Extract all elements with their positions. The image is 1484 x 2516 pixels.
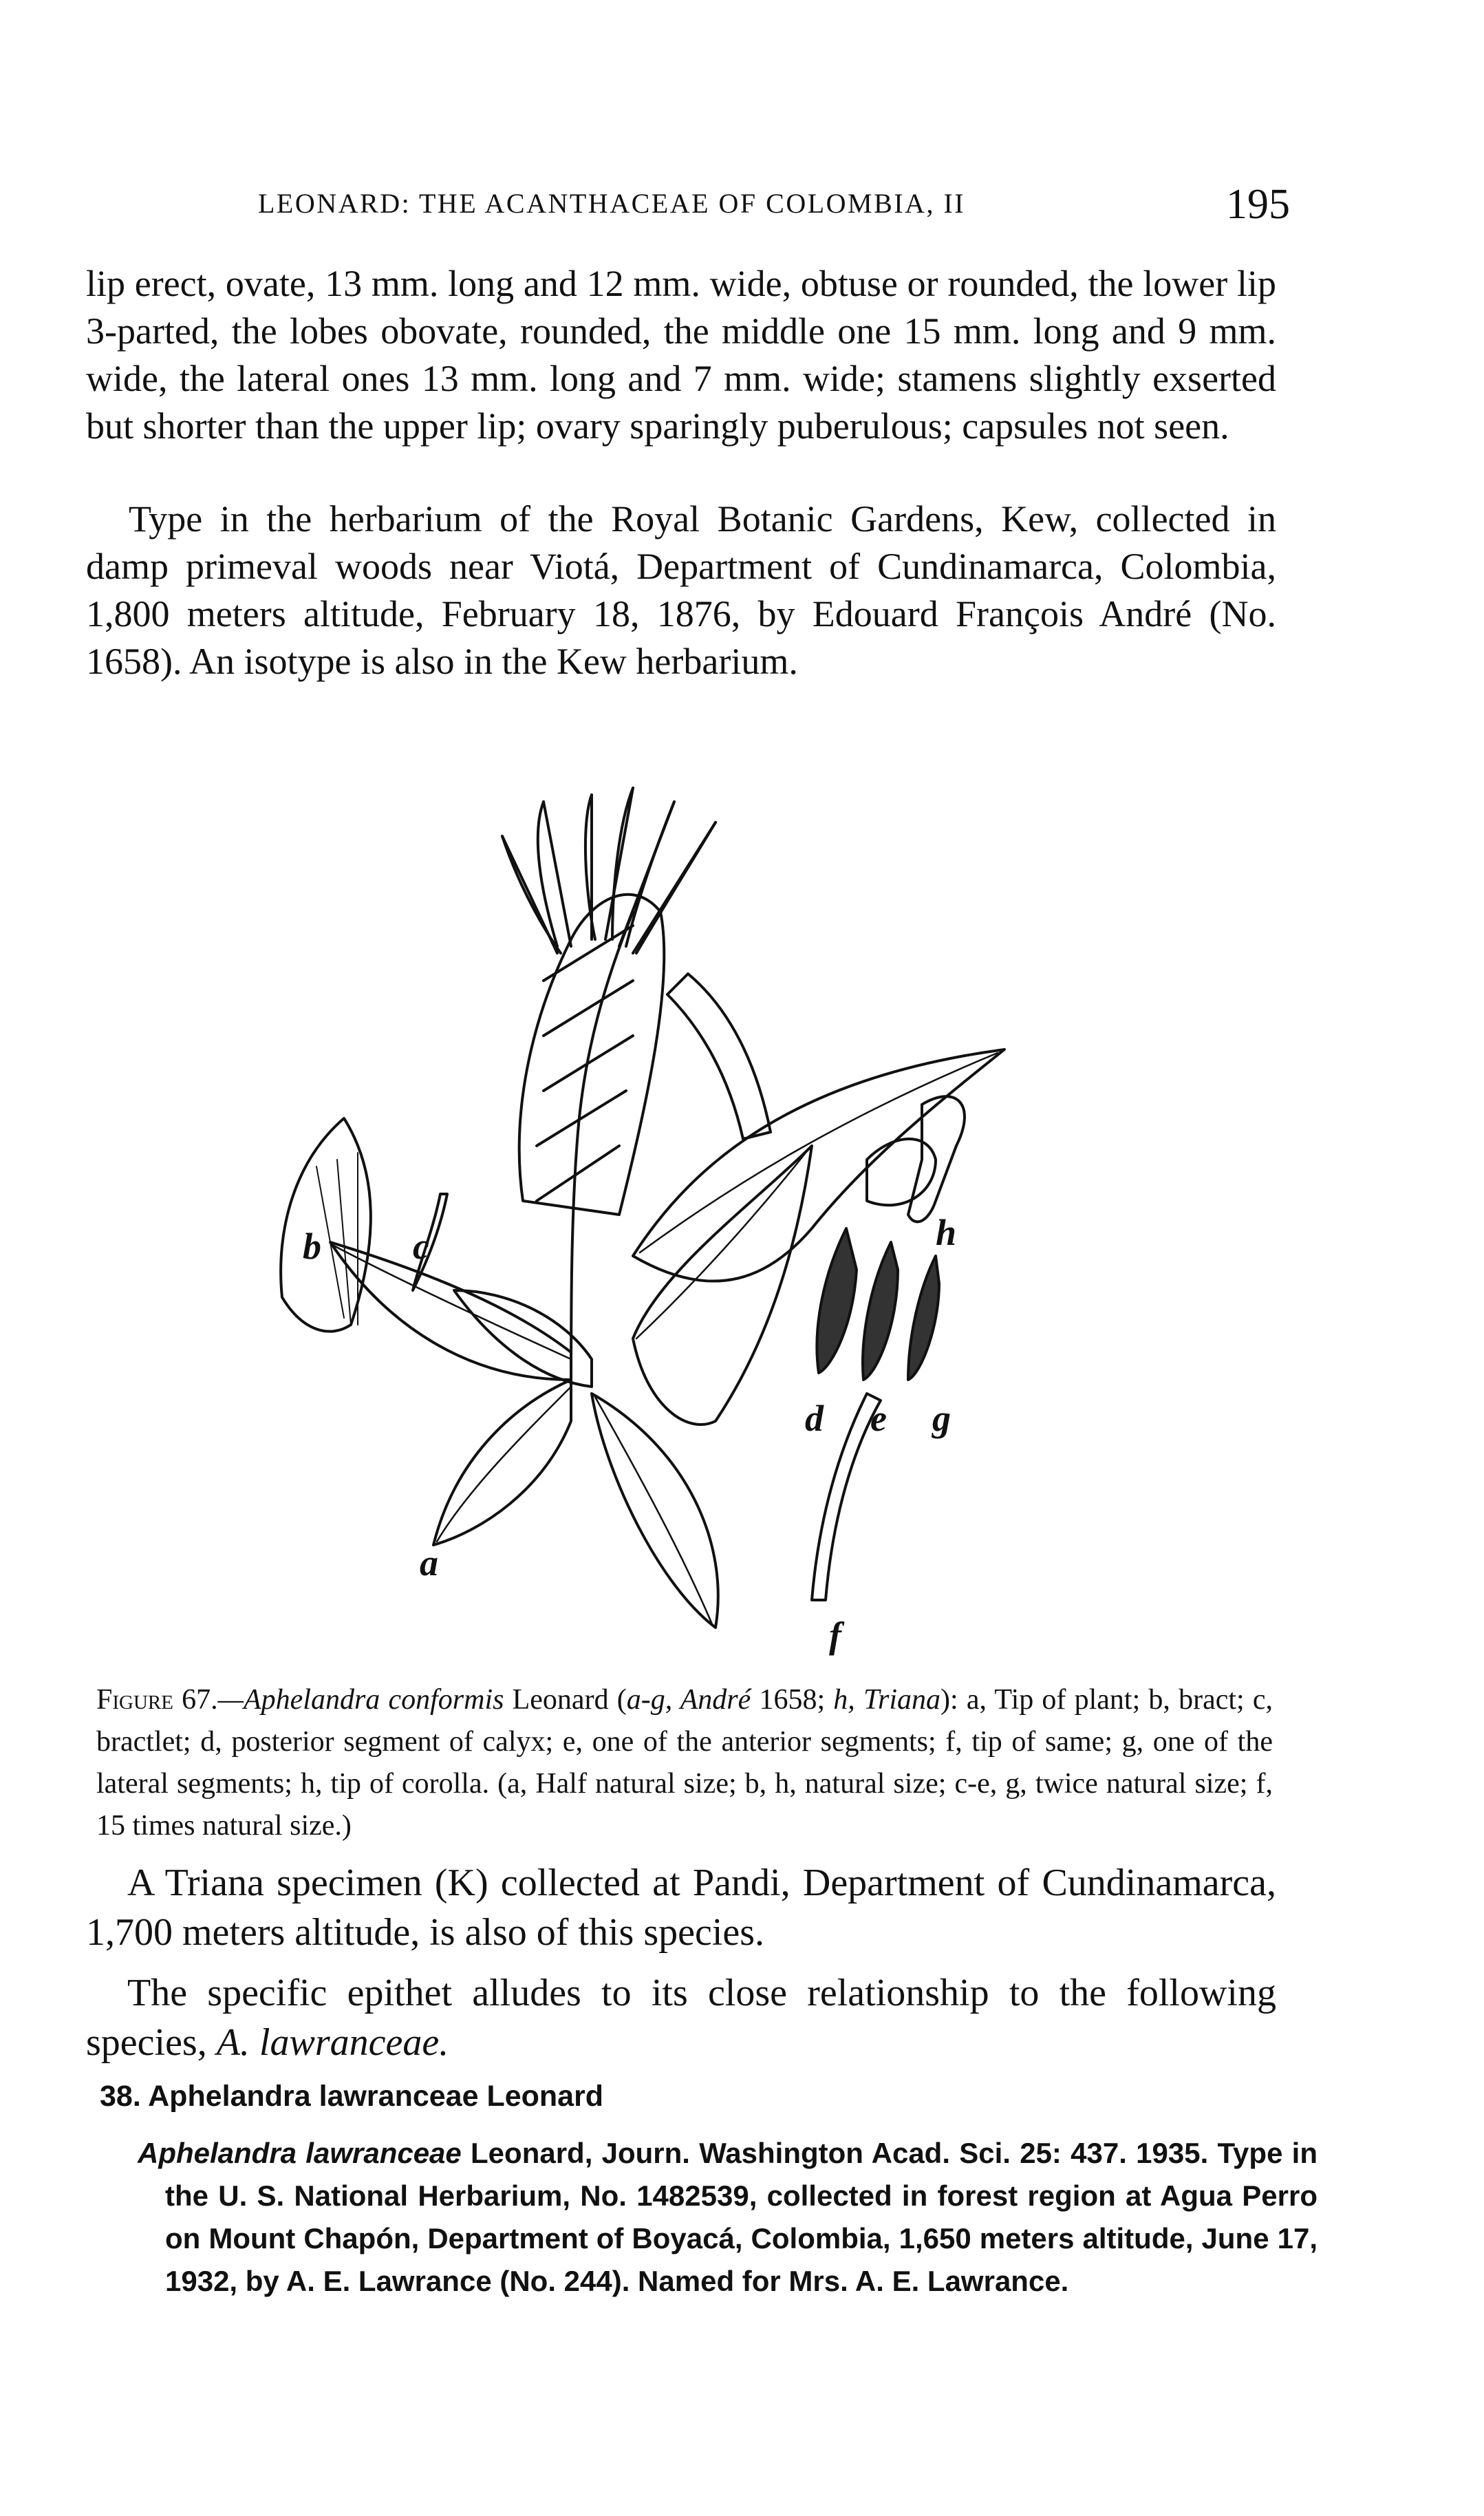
figure-label-a: a [420, 1542, 438, 1584]
plant-drawing [248, 719, 1115, 1652]
figure-label-h: h [936, 1212, 957, 1253]
caption-species: —Aphelandra conformis [217, 1684, 504, 1716]
page-number: 195 [1226, 181, 1290, 228]
calyx-segment-g [908, 1256, 939, 1380]
species-heading: 38. Aphelandra lawranceae Leonard [100, 2080, 604, 2113]
caption-description: ): a, Tip of plant; b, bract; c, bractlet; d, posterior segment of calyx; e, one of the anterior segments; f, tip of same; g, one of the lateral segments; h, tip of corolla. (a, Half natural size; b, h, natural size; c-e, g, twice natural size; f, 15 times natural size.) [96, 1684, 1273, 1842]
epithet-text: The specific epithet alludes to its close relationship to the following species, [86, 1972, 1276, 2064]
paragraph-epithet [86, 1968, 1276, 2067]
figure-label-d: d [805, 1398, 824, 1439]
caption-range-2: h, Triana [833, 1684, 941, 1716]
running-title: LEONARD: THE ACANTHACEAE OF COLOMBIA, II [258, 188, 966, 219]
corolla-tip-h [867, 1139, 936, 1205]
figure-label-c: c [413, 1226, 429, 1267]
calyx-segment-d [817, 1228, 857, 1373]
caption-author: Leonard ( [504, 1684, 627, 1716]
caption-range-1: a-g, André [626, 1684, 751, 1716]
citation-text: Leonard, Journ. Washington Acad. Sci. 25: 437. 1935. Type in the U. S. National Herbarium, No. 1482539, collected in forest region at Agua Perro on Mount Chapón, Department of Boyacá, Colombia, 1,650 meters altitude, June 17, 1932, by A. E. Lawrance (No. 244). Named for Mrs. A. E. Lawrance. [165, 2137, 1318, 2297]
running-header [258, 180, 1290, 235]
paragraph-type-specimen: Type in the herbarium of the Royal Botanic Gardens, Kew, collected in damp primeval woods near Viotá, Department of Cundinamarca, Colombia, 1,800 meters altitude, February 18, 1876, by Edouard François André (No. 1658). An isotype is also in the Kew herbarium. [86, 498, 1276, 682]
figure-label-g: g [932, 1398, 951, 1439]
leaf-lower-left [433, 1380, 571, 1545]
paragraph-description-continued: lip erect, ovate, 13 mm. long and 12 mm. wide, obtuse or rounded, the lower lip 3-parted, the lobes obovate, rounded, the middle one 15 mm. long and 9 mm. wide, the lateral ones 13 mm. long and 7 mm. wide; stamens slightly exserted but shorter than the upper lip; ovary sparingly puberulous; capsules not seen. [86, 263, 1276, 447]
figure-label-b: b [303, 1226, 321, 1267]
species-citation [138, 2132, 1318, 2303]
calyx-segment-e [863, 1242, 898, 1380]
citation-name: Aphelandra lawranceae [138, 2137, 462, 2169]
caption-collection-1: 1658; [751, 1684, 834, 1716]
caption-figure-number: Figure 67. [96, 1684, 218, 1716]
botanical-illustration [248, 719, 1115, 1656]
paragraph-triana-specimen: A Triana specimen (K) collected at Pandi, Department of Cundinamarca, 1,700 meters altitude, is also of this species. [86, 1862, 1276, 1954]
leaf-bottom [592, 1394, 718, 1628]
leaf-right [633, 1146, 812, 1425]
figure-label-f: f [829, 1614, 841, 1656]
epithet-species: A. lawranceae. [216, 2021, 449, 2064]
figure-caption [96, 1679, 1273, 1847]
figure-label-e: e [870, 1398, 887, 1439]
